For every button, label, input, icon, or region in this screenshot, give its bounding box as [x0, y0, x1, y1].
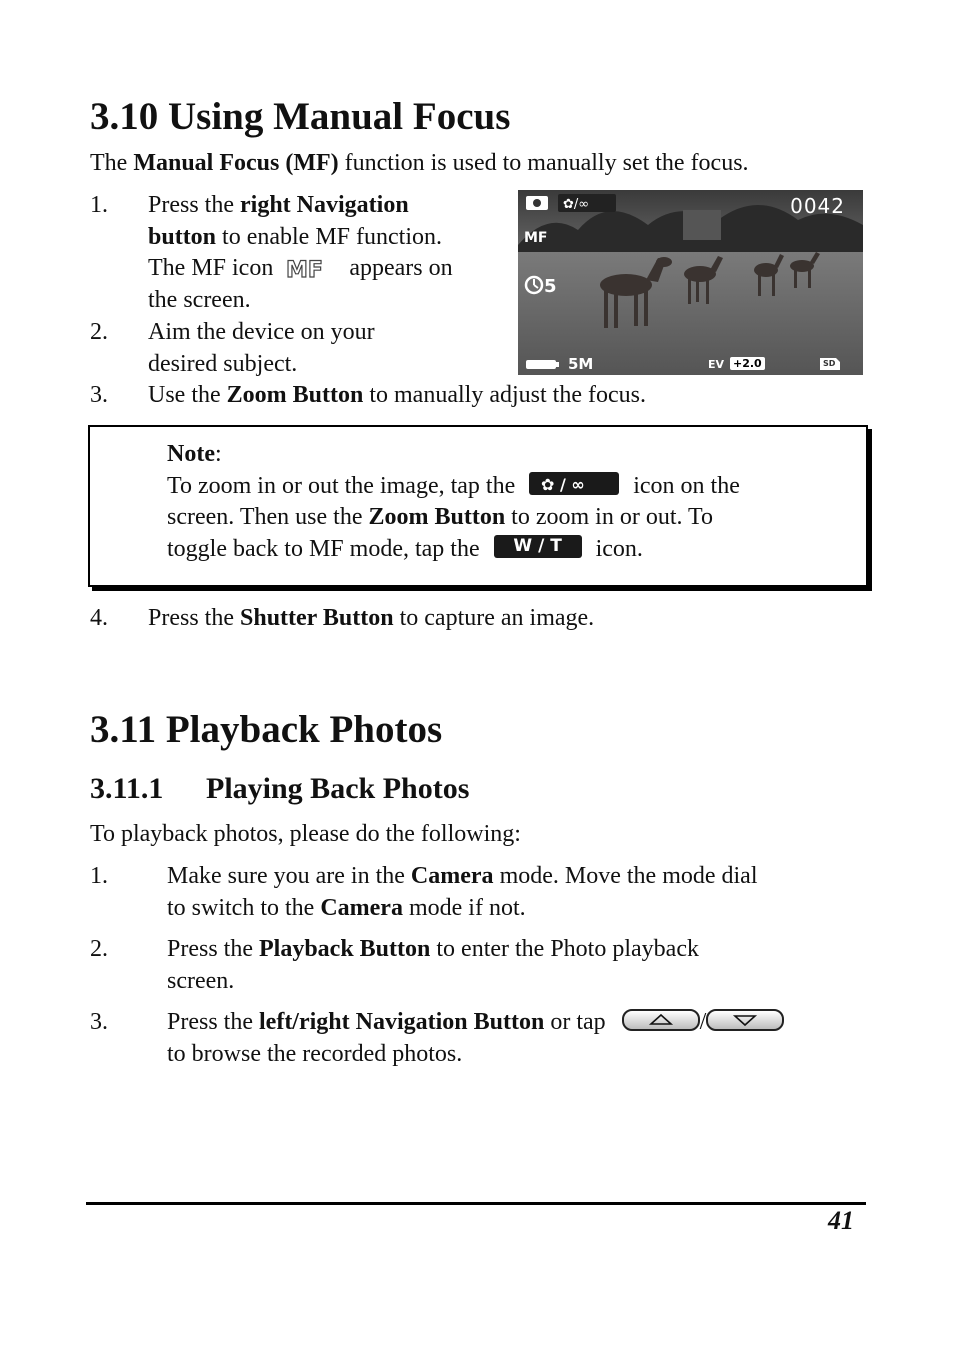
mf-icon — [285, 258, 337, 280]
svg-text:✿ / ∞: ✿ / ∞ — [541, 475, 585, 495]
macro-infinity-icon — [529, 472, 619, 495]
step-text: Use the — [148, 382, 227, 408]
macro-infinity-icon — [558, 194, 616, 212]
note-text: screen. Then use the — [167, 504, 369, 530]
section-title-310: 3.10 Using Manual Focus — [90, 95, 511, 138]
step-bold: button — [148, 223, 217, 250]
step-text: Press the — [148, 605, 240, 631]
step-text: to enter the Photo playback — [430, 936, 699, 962]
triangle-up-icon — [624, 1011, 698, 1029]
step-text: Make sure you are in the — [167, 863, 411, 889]
step-310-2 — [90, 317, 510, 381]
step-text: mode. Move the mode dial — [493, 863, 758, 889]
step-number: 1. — [90, 192, 108, 218]
step-text: Press the — [167, 1009, 259, 1035]
step-bold: Playback Button — [259, 936, 431, 962]
ev-label: EV — [708, 358, 725, 371]
step-311-2 — [90, 934, 870, 998]
intro-pre: The — [90, 150, 134, 176]
note-text: icon. — [595, 535, 643, 562]
camera-mode-icon — [526, 196, 548, 210]
down-arrow-button[interactable] — [706, 1009, 784, 1031]
subsection-number: 3.11.1 — [90, 772, 164, 805]
step-number: 2. — [90, 936, 108, 962]
triangle-down-icon — [708, 1011, 782, 1029]
step-number: 1. — [90, 863, 108, 889]
slash-separator: / — [699, 1009, 707, 1035]
note-text: To zoom in or out the image, tap the — [167, 472, 516, 499]
page-number: 41 — [828, 1206, 854, 1235]
step-text: screen. — [167, 967, 235, 994]
note-colon: : — [214, 441, 222, 467]
step-text: The MF icon — [148, 255, 274, 281]
sd-label: SD — [823, 359, 836, 368]
intro-310 — [90, 148, 749, 180]
note-text: toggle back to MF mode, tap the — [167, 535, 480, 562]
step-text: Press the — [167, 936, 259, 962]
note-text: icon on the — [633, 472, 740, 499]
note-bold: Zoom Button — [368, 504, 506, 530]
step-number: 2. — [90, 319, 108, 345]
step-311-1 — [90, 861, 870, 925]
shot-counter: 0042 — [790, 194, 845, 218]
step-text: to browse the recorded photos. — [167, 1040, 463, 1067]
step-311-3 — [90, 1007, 870, 1071]
intro-311: To playback photos, please do the following: — [90, 821, 521, 847]
step-text: Aim the device on your — [148, 319, 375, 345]
battery-icon — [526, 360, 559, 369]
note-label: Note — [167, 441, 215, 467]
step-text: the screen. — [148, 286, 251, 313]
step-bold: Camera — [320, 894, 403, 921]
svg-text:MF: MF — [286, 258, 324, 281]
timer-value: 5 — [544, 276, 557, 297]
step-text: to manually adjust the focus. — [363, 382, 646, 408]
subsection-text: Playing Back Photos — [206, 772, 470, 805]
step-text: to enable MF function. — [216, 223, 442, 250]
step-310-1 — [90, 190, 510, 320]
step-number: 4. — [90, 605, 108, 631]
step-number: 3. — [90, 382, 108, 408]
wt-icon: W / T — [494, 535, 582, 558]
step-text: to capture an image. — [393, 605, 595, 631]
step-text: or tap — [544, 1009, 606, 1035]
svg-text:✿/∞: ✿/∞ — [563, 197, 590, 212]
step-number: 3. — [90, 1009, 108, 1035]
step-text: appears on — [349, 255, 453, 281]
up-arrow-button[interactable] — [622, 1009, 700, 1031]
step-bold: left/right Navigation Button — [259, 1009, 545, 1035]
note-text: to zoom in or out. To — [505, 504, 714, 530]
section-title-311: 3.11 Playback Photos — [90, 708, 443, 751]
intro-post: function is used to manually set the focus. — [338, 150, 749, 176]
ev-value: +2.0 — [730, 357, 765, 370]
note-box — [88, 425, 868, 587]
step-text: desired subject. — [148, 350, 298, 377]
step-bold: Camera — [410, 863, 494, 889]
mf-indicator: MF — [524, 230, 548, 246]
camera-screen-image — [518, 190, 863, 375]
step-bold: right Navigation — [240, 192, 409, 218]
step-bold: Zoom Button — [226, 382, 364, 408]
step-bold: Shutter Button — [240, 605, 394, 631]
subsection-title-3111 — [90, 772, 470, 805]
resolution-label: 5M — [568, 355, 594, 373]
step-text: Press the — [148, 192, 240, 218]
step-text: to switch to the — [167, 894, 321, 921]
intro-bold: Manual Focus (MF) — [133, 150, 339, 176]
step-text: mode if not. — [402, 894, 526, 921]
footer-rule — [86, 1202, 866, 1205]
